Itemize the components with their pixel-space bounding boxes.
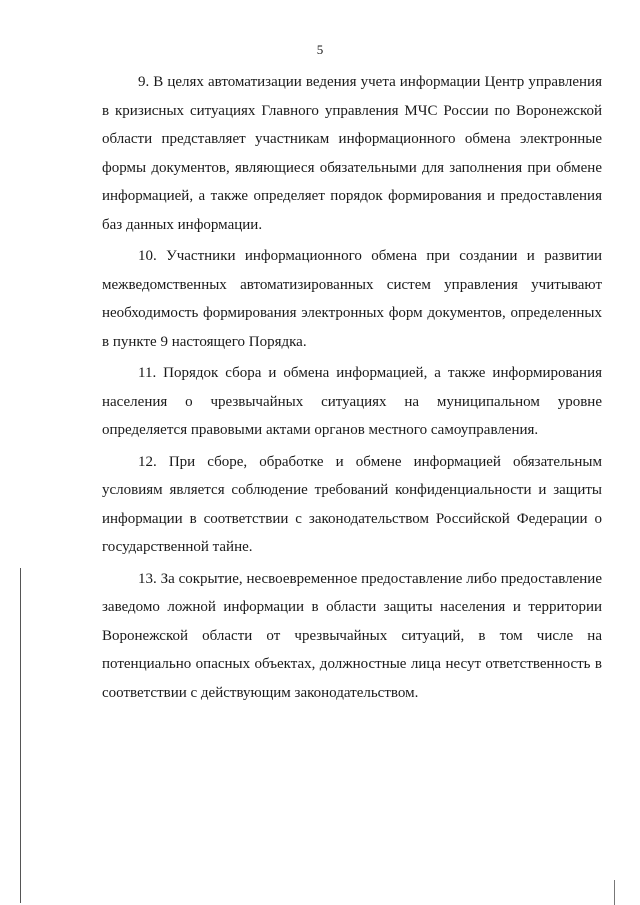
paragraph-9: 9. В целях автоматизации ведения учета информации Центр управления в кризисных ситуациях Главного управления МЧС России по Воронежской области представляет участникам информационного обмена электронные формы документов, являющиеся обязательными для заполнения при обмене информацией, а также определяет порядок формирования и предоставления баз данных информации. <box>102 74 602 233</box>
scan-edge-line <box>20 568 21 903</box>
page-number: 5 <box>316 42 324 57</box>
scan-edge-line <box>614 880 615 905</box>
paragraph-10: 10. Участники информационного обмена при создании и развитии межведомственных автоматизированных систем управления учитывают необходимость формирования электронных форм документов, определенных в пункте 9 настоящего Порядка. <box>102 248 602 350</box>
paragraph-11: 11. Порядок сбора и обмена информацией, а также информирования населения о чрезвычайных ситуациях на муниципальном уровне определяется правовыми актами органов местного самоуправления. <box>102 365 602 438</box>
document-body <box>102 68 602 707</box>
paragraph-13: 13. За сокрытие, несвоевременное предоставление либо предоставление заведомо ложной информации в области защиты населения и территории Воронежской области от чрезвычайных ситуаций, в том числе на потенциально опасных объектах, должностные лица несут ответственность в соответствии с действующим законодательством. <box>102 570 602 701</box>
paragraph-12: 12. При сборе, обработке и обмене информацией обязательным условиям является соблюдение требований конфиденциальности и защиты информации в соответствии с законодательством Российской Федерации о государственной тайне. <box>102 453 602 555</box>
